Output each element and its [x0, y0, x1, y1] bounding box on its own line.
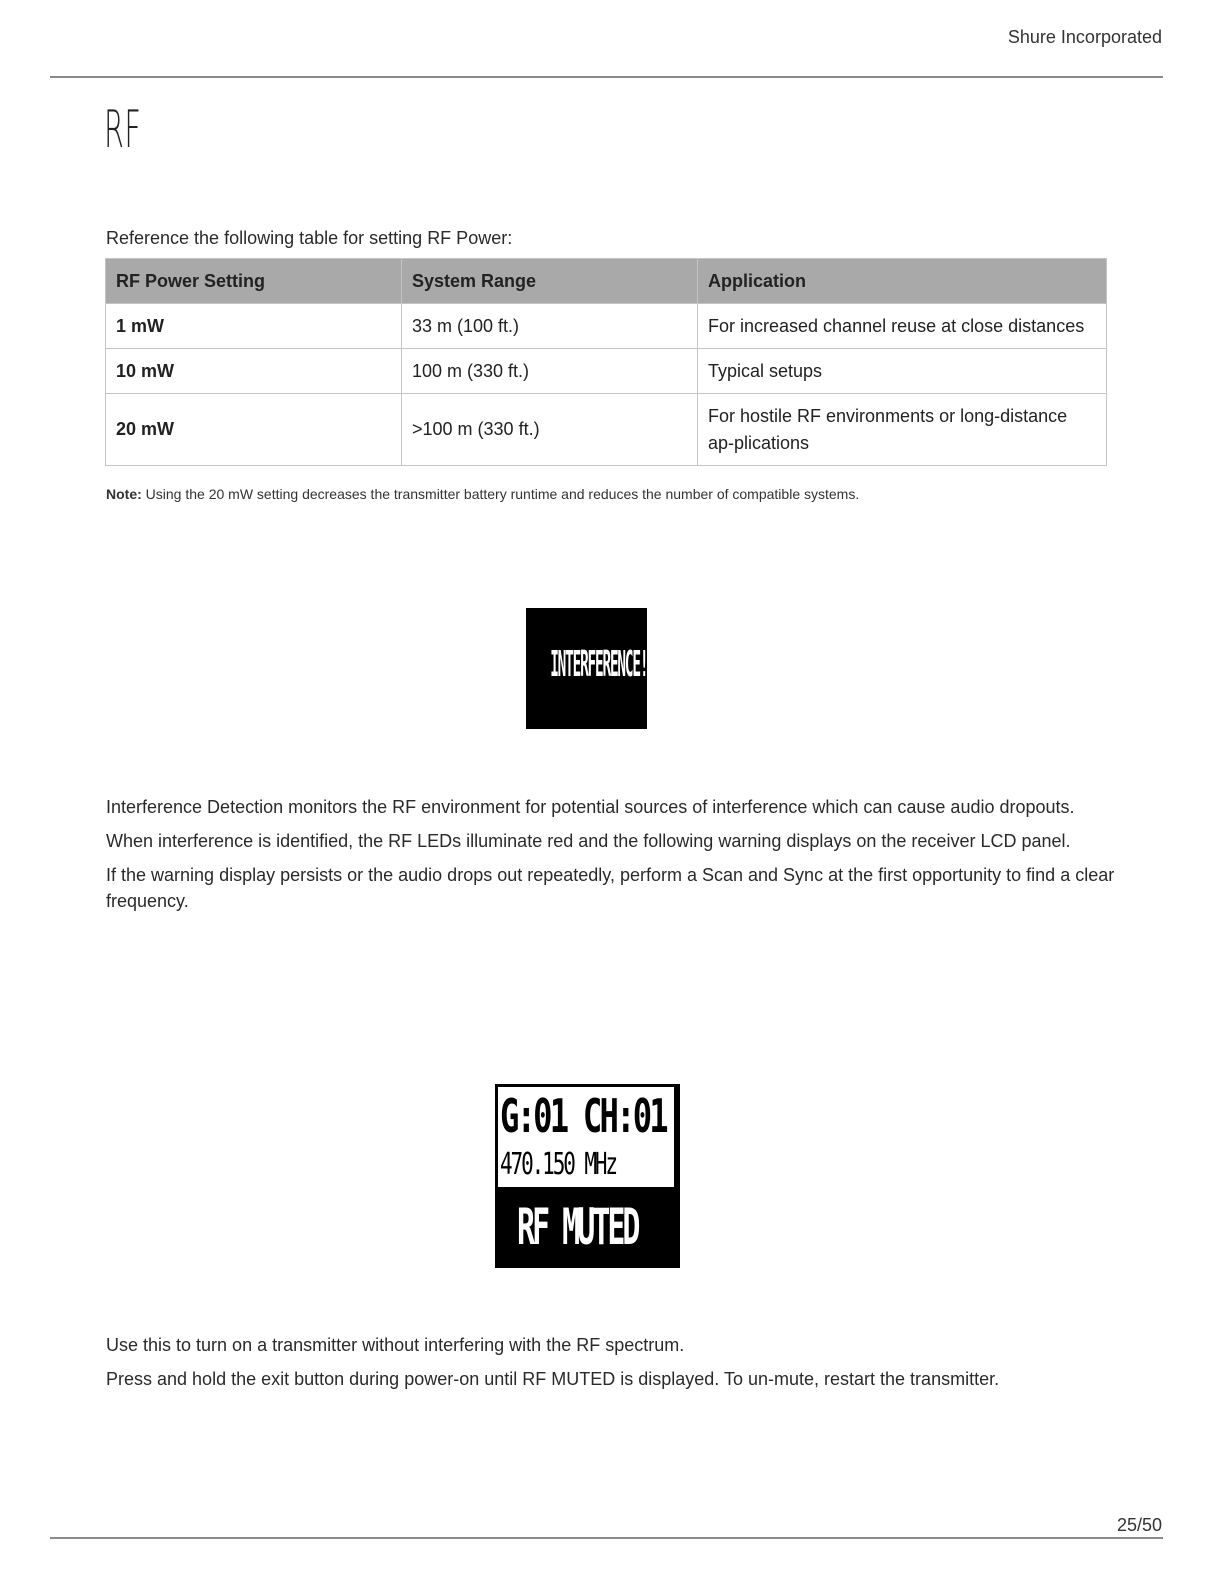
table-row [106, 304, 1107, 349]
lcd-info-panel [498, 1087, 674, 1187]
footer-rule [50, 1537, 1163, 1539]
note-label: Note: [106, 486, 142, 502]
cell-application: For hostile RF environments or long-distance ap-plications [698, 394, 1107, 466]
muted-paragraph: Use this to turn on a transmitter without interfering with the RF spectrum. [106, 1335, 685, 1355]
cell-system-range: 100 m (330 ft.) [402, 349, 698, 394]
power-note [106, 486, 859, 502]
interference-paragraph: If the warning display persists or the audio drops out repeatedly, perform a Scan and Sync at the first opportunity to find a clear frequency. [106, 865, 1115, 911]
cell-application: For increased channel reuse at close distances [698, 304, 1107, 349]
rf-muted-lcd-display [495, 1084, 680, 1268]
interference-lcd-display [526, 608, 647, 729]
interference-lcd-text: INTERFERENCE! [550, 643, 648, 685]
column-header-rf-power-setting: RF Power Setting [106, 259, 402, 304]
muted-paragraph: Press and hold the exit button during power-on until RF MUTED is displayed. To un-mute, restart the transmitter. [106, 1369, 1000, 1389]
header-company: Shure Incorporated [1007, 27, 1162, 47]
lcd-frequency: 470.150 MHz [500, 1147, 616, 1182]
cell-system-range: 33 m (100 ft.) [402, 304, 698, 349]
interference-paragraph: When interference is identified, the RF LEDs illuminate red and the following warning displays on the receiver LCD panel. [106, 831, 1071, 851]
lcd-rf-muted: RF MUTED [517, 1198, 638, 1256]
note-text: Using the 20 mW setting decreases the transmitter battery runtime and reduces the number of compatible systems. [145, 486, 860, 502]
cell-power-setting: 20 mW [106, 394, 402, 466]
header-rule [50, 76, 1163, 78]
interference-paragraph: Interference Detection monitors the RF environment for potential sources of interference which can cause audio dropouts. [106, 797, 1075, 817]
table-header-row [106, 259, 1107, 304]
table-intro: Reference the following table for setting RF Power: [106, 228, 513, 248]
table-row [106, 394, 1107, 466]
lcd-group-channel: G:01 CH:01 [500, 1089, 666, 1143]
cell-system-range: >100 m (330 ft.) [402, 394, 698, 466]
page-number: 25/50 [1116, 1515, 1162, 1535]
table-row [106, 349, 1107, 394]
column-header-system-range: System Range [402, 259, 698, 304]
cell-power-setting: 10 mW [106, 349, 402, 394]
rf-power-table [105, 258, 1107, 466]
column-header-application: Application [698, 259, 1107, 304]
cell-application: Typical setups [698, 349, 1107, 394]
page-title: RF [104, 100, 142, 160]
cell-power-setting: 1 mW [106, 304, 402, 349]
